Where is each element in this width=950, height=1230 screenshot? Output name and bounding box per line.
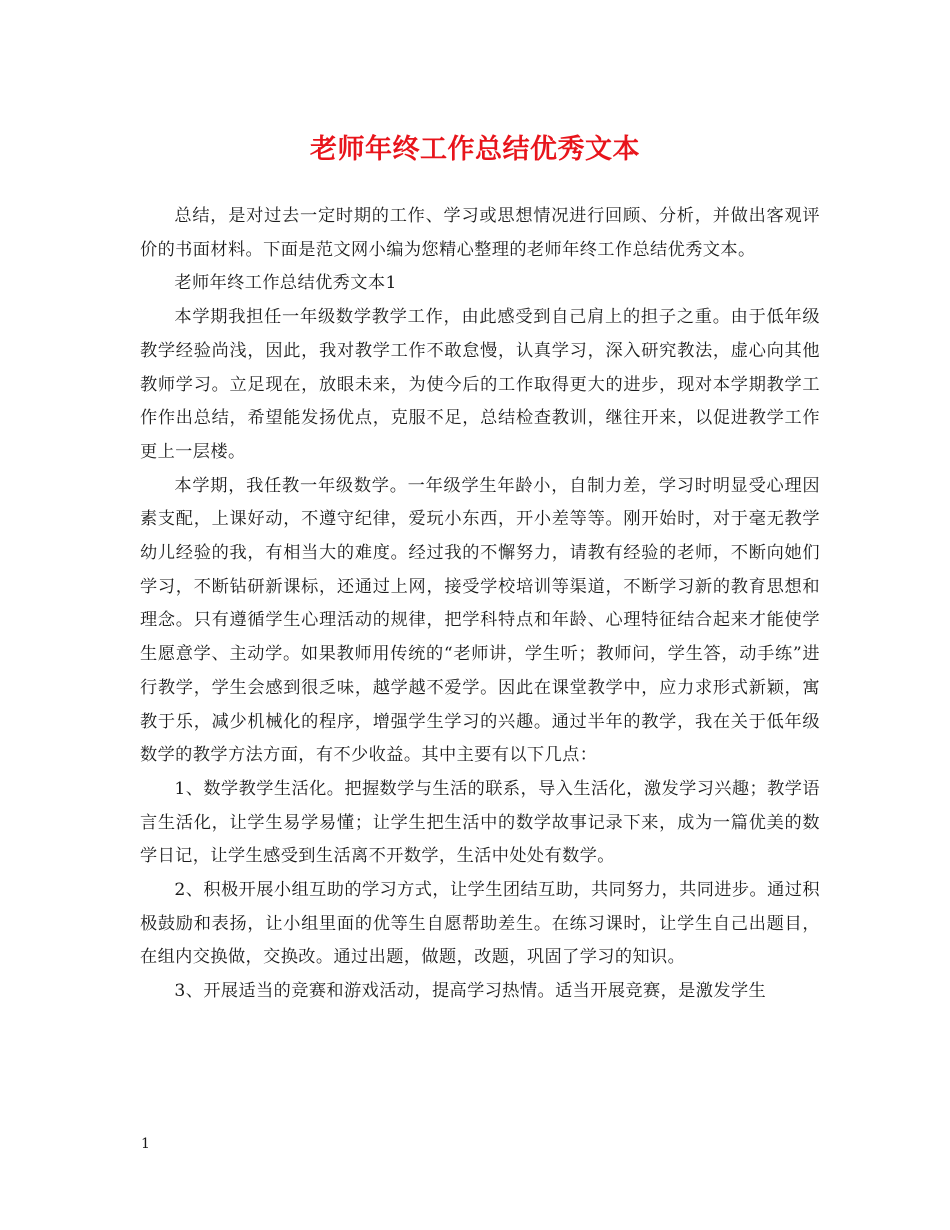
section-heading: 老师年终工作总结优秀文本1 — [174, 273, 397, 294]
document-body — [140, 200, 820, 1009]
body-paragraph: 本学期我担任一年级数学教学工作，由此感受到自己肩上的担子之重。由于低年级教学经验尚浅，因此，我对教学工作不敢怠慢，认真学习，深入研究教法，虚心向其他教师学习。立足现在，放眼未来，为使今后的工作取得更大的进步，现对本学期教学工作作出总结，希望能发扬优点，克服不足，总结检查教训，继往开来，以促进教学工作更上一层楼。 — [140, 307, 820, 462]
page-number: 1 — [141, 1136, 150, 1152]
intro-paragraph: 总结，是对过去一定时期的工作、学习或思想情况进行回顾、分析，并做出客观评价的书面材料。下面是范文网小编为您精心整理的老师年终工作总结优秀文本。 — [140, 206, 820, 260]
list-item-paragraph: 3、开展适当的竞赛和游戏活动，提高学习热情。适当开展竞赛，是激发学生 — [174, 981, 767, 1002]
list-item-paragraph: 1、数学教学生活化。把握数学与生活的联系，导入生活化，激发学习兴趣；教学语言生活化，让学生易学易懂；让学生把生活中的数学故事记录下来，成为一篇优美的数学日记，让学生感受到生活离不开数学，生活中处处有数学。 — [140, 778, 820, 867]
body-paragraph: 本学期，我任教一年级数学。一年级学生年龄小，自制力差，学习时明显受心理因素支配，上课好动，不遵守纪律，爱玩小东西，开小差等等。刚开始时，对于毫无教学幼儿经验的我，有相当大的难度。经过我的不懈努力，请教有经验的老师，不断向她们学习，不断钻研新课标，还通过上网，接受学校培训等渠道，不断学习新的教育思想和理念。只有遵循学生心理活动的规律，把学科特点和年龄、心理特征结合起来才能使学生愿意学、主动学。如果教师用传统的“老师讲，学生听；教师问，学生答，动手练”进行教学，学生会感到很乏味，越学越不爱学。因此在课堂教学中，应力求形式新颖，寓教于乐，减少机械化的程序，增强学生学习的兴趣。通过半年的教学，我在关于低年级数学的教学方法方面，有不少收益。其中主要有以下几点： — [140, 475, 820, 766]
list-item-paragraph: 2、积极开展小组互助的学习方式，让学生团结互助，共同努力，共同进步。通过积极鼓励和表扬，让小组里面的优等生自愿帮助差生。在练习课时，让学生自己出题目，在组内交换做，交换改。通过出题，做题，改题，巩固了学习的知识。 — [140, 880, 820, 968]
document-title: 老师年终工作总结优秀文本 — [310, 134, 640, 165]
